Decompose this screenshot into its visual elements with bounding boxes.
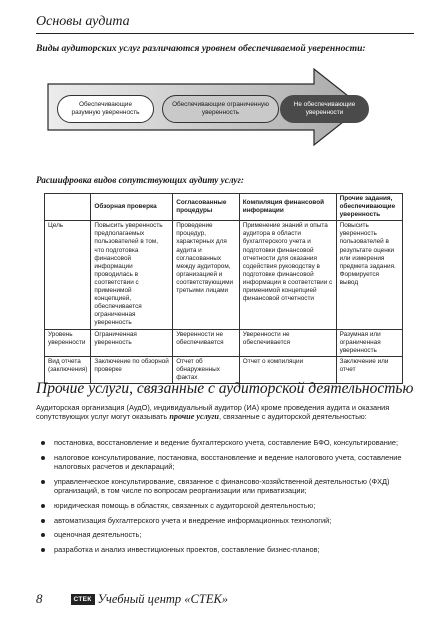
stek-logo: СТЕК <box>71 594 95 605</box>
para-text: Аудиторская организация (АудО), индивидуальный аудитор (ИА) кроме проведения аудита и оказания сопутствующих услуг могут оказывать <box>36 403 390 422</box>
services-table <box>44 193 403 384</box>
pill-limited-assurance: Обеспечивающие ограниченную уверенность <box>162 95 279 123</box>
table-cell: Отчет о компиляции <box>239 356 336 383</box>
table-header-cell: Обзорная проверка <box>91 194 173 221</box>
list-item-text: управленческое консультирование, связанное с финансово-хозяйственной деятельностью (ФХД) организаций, в том числе по вопросам реорганизации или приватизации; <box>54 476 390 495</box>
intro-text: Виды аудиторских услуг различаются уровнем обеспечиваемой уверенности: <box>36 43 366 54</box>
footer-text: Учебный центр «СТЕК» <box>97 591 229 606</box>
table-row <box>45 329 403 356</box>
list-item <box>36 453 406 471</box>
row-label: Вид отчета (заключения) <box>45 356 91 383</box>
section-heading: Прочие услуги, связанные с аудиторской деятельностью <box>36 380 414 397</box>
table-cell: Проведение процедур, характерных для аудита и согласованных между аудитором, организацией и соответствующими третьими лицами <box>173 221 240 329</box>
page-footer <box>36 591 228 607</box>
list-item <box>36 501 406 510</box>
table-cell: Применение знаний и опыта аудитора в области бухгалтерского учета и подготовки финансовой отчетности для оказания содействия руководству в подготовке финансовой информации в соответствии с применимой концепцией финансовой отчетности <box>239 221 336 329</box>
table-cell: Уверенности не обеспечивается <box>239 329 336 356</box>
table-header-cell <box>45 194 91 221</box>
list-item <box>36 516 406 525</box>
list-item <box>36 530 406 539</box>
table-header-cell: Согласованные процедуры <box>173 194 240 221</box>
services-list <box>36 438 406 560</box>
table-title: Расшифровка видов сопутствующих аудиту услуг: <box>36 175 244 185</box>
pill-no-assurance: Не обеспечивающие уверенности <box>280 95 369 123</box>
list-item-text: налоговое консультирование, постановка, восстановление и ведение налогового учета, составление налоговых расчетов и деклараций; <box>54 452 402 471</box>
list-item-text: постановка, восстановление и ведение бухгалтерского учета, составление БФО, консультирование; <box>54 438 399 447</box>
table-row <box>45 221 403 329</box>
table-cell: Заключение по обзорной проверке <box>91 356 173 383</box>
table-cell: Отчет об обнаруженных фактах <box>173 356 240 383</box>
list-item-text: разработка и анализ инвестиционных проектов, составление бизнес-планов; <box>54 545 320 555</box>
table-header-cell: Компиляция финансовой информации <box>239 194 336 221</box>
table-cell: Уверенности не обеспечивается <box>173 329 240 356</box>
table-cell: Заключение или отчет <box>336 356 402 383</box>
table-cell: Разумная или ограниченная уверенность <box>336 329 402 356</box>
row-label: Цель <box>45 221 91 329</box>
list-item <box>36 545 406 554</box>
bullet-icon <box>41 504 45 508</box>
page-number: 8 <box>36 591 43 606</box>
bullet-icon <box>41 456 45 460</box>
para-text: , связанные с аудиторской деятельностью: <box>218 412 367 422</box>
running-header: Основы аудита <box>36 14 130 29</box>
table-cell: Ограниченная уверенность <box>91 329 173 356</box>
list-item <box>36 477 406 495</box>
list-item-text: автоматизация бухгалтерского учета и внедрение информационных технологий; <box>54 515 332 525</box>
header-rule <box>36 33 414 34</box>
table-header-row <box>45 194 403 221</box>
section-paragraph <box>36 403 406 422</box>
para-emphasis: прочие услуги <box>169 412 219 422</box>
list-item-text: оценочная деятельность; <box>54 530 142 540</box>
bullet-icon <box>41 548 45 552</box>
row-label: Уровень уверенности <box>45 329 91 356</box>
bullet-icon <box>41 480 45 484</box>
table-header-cell: Прочие задания, обеспечивающие уверенность <box>336 194 402 221</box>
pill-reasonable-assurance: Обеспечивающие разумную уверенность <box>57 95 154 123</box>
bullet-icon <box>41 533 45 537</box>
list-item <box>36 438 406 447</box>
bullet-icon <box>41 519 45 523</box>
list-item-text: юридическая помощь в областях, связанных с аудиторской деятельностью; <box>54 500 316 510</box>
table-cell: Повысить уверенность предполагаемых пользователей в том, что подготовка финансовой информации проводилась в соответствии с применимой концепцией, обеспечивается ограниченная уверенность <box>91 221 173 329</box>
bullet-icon <box>41 441 45 445</box>
table-cell: Повысить уверенность пользователей в результате оценки или измерения предмета задания. Формируется вывод <box>336 221 402 329</box>
